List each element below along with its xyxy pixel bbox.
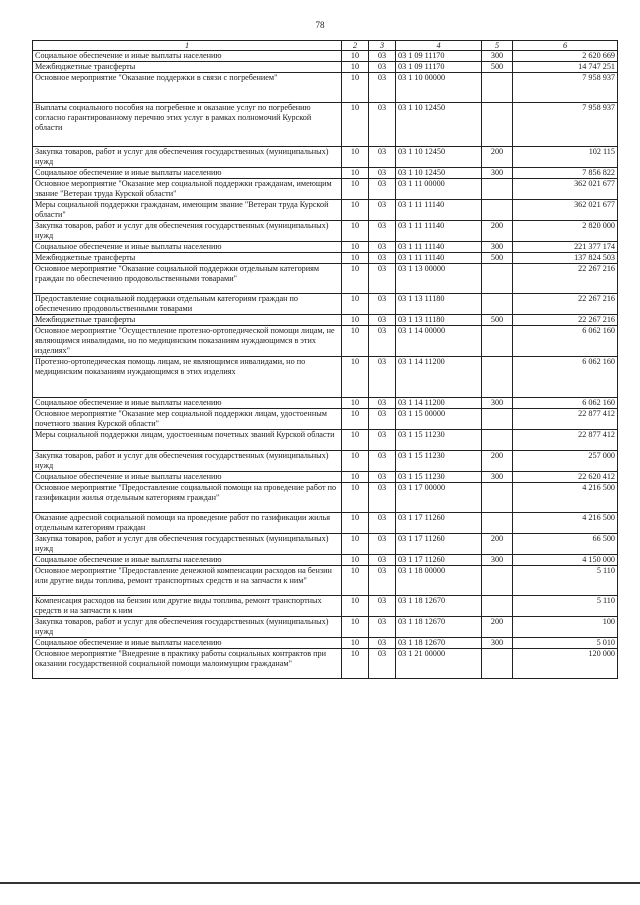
table-header-row [33,41,618,51]
row-amount: 22 267 216 [513,315,618,326]
row-expense-type [482,357,513,398]
row-amount: 4 216 500 [513,483,618,513]
row-amount: 6 062 160 [513,326,618,357]
row-name: Социальное обеспечение и иные выплаты населению [33,555,342,566]
row-amount: 100 [513,617,618,638]
row-name: Закупка товаров, работ и услуг для обеспечения государственных (муниципальных) нужд [33,451,342,472]
row-amount: 362 021 677 [513,179,618,200]
row-amount: 5 110 [513,596,618,617]
page-number: 78 [315,20,325,30]
row-name: Протезно-ортопедическая помощь лицам, не являющимся инвалидами, но по медицинским показаниям нуждающимся в этих изделиях [33,357,342,398]
row-expense-type [482,200,513,221]
row-amount: 4 216 500 [513,513,618,534]
table-row [33,555,618,566]
row-section: 10 [342,483,369,513]
row-amount: 257 000 [513,451,618,472]
row-name: Основное мероприятие "Оказание мер социальной поддержки лицам, удостоенным почетного звания Курской области" [33,409,342,430]
row-section: 10 [342,649,369,679]
row-expense-type [482,73,513,103]
row-target-code: 03 1 09 11170 [396,62,482,73]
row-section: 10 [342,534,369,555]
row-expense-type: 300 [482,638,513,649]
row-name: Межбюджетные трансферты [33,62,342,73]
row-subsection: 03 [369,73,396,103]
table-row [33,73,618,103]
table-row [33,200,618,221]
row-expense-type: 500 [482,315,513,326]
row-name: Социальное обеспечение и иные выплаты населению [33,168,342,179]
row-section: 10 [342,51,369,62]
table-row [33,617,618,638]
table-row [33,566,618,596]
table-row [33,179,618,200]
table-row [33,221,618,242]
row-section: 10 [342,315,369,326]
header-target-code: 4 [396,41,482,51]
row-name: Предоставление социальной поддержки отдельным категориям граждан по обеспечению продовольственными товарами [33,294,342,315]
row-target-code: 03 1 17 11260 [396,513,482,534]
row-subsection: 03 [369,264,396,294]
row-section: 10 [342,103,369,147]
row-section: 10 [342,294,369,315]
row-subsection: 03 [369,326,396,357]
row-amount: 22 620 412 [513,472,618,483]
row-subsection: 03 [369,534,396,555]
row-target-code: 03 1 10 00000 [396,73,482,103]
row-section: 10 [342,242,369,253]
row-name: Закупка товаров, работ и услуг для обеспечения государственных (муниципальных) нужд [33,534,342,555]
row-target-code: 03 1 11 11140 [396,253,482,264]
row-target-code: 03 1 14 11200 [396,357,482,398]
row-name: Закупка товаров, работ и услуг для обеспечения государственных (муниципальных) нужд [33,147,342,168]
row-name: Основное мероприятие "Оказание поддержки в связи с погребением" [33,73,342,103]
table-row [33,51,618,62]
table-row [33,483,618,513]
table-row [33,638,618,649]
row-subsection: 03 [369,483,396,513]
row-expense-type: 300 [482,398,513,409]
row-expense-type [482,103,513,147]
row-subsection: 03 [369,566,396,596]
row-expense-type: 200 [482,617,513,638]
row-expense-type: 300 [482,51,513,62]
row-expense-type [482,513,513,534]
row-name: Социальное обеспечение и иные выплаты населению [33,398,342,409]
row-section: 10 [342,472,369,483]
row-expense-type: 500 [482,62,513,73]
row-amount: 362 021 677 [513,200,618,221]
budget-table [32,40,618,679]
row-amount: 102 115 [513,147,618,168]
row-name: Социальное обеспечение и иные выплаты населению [33,472,342,483]
row-section: 10 [342,513,369,534]
row-expense-type: 300 [482,555,513,566]
row-amount: 221 377 174 [513,242,618,253]
row-subsection: 03 [369,147,396,168]
row-section: 10 [342,168,369,179]
page-bottom-rule [0,882,640,884]
row-section: 10 [342,326,369,357]
row-target-code: 03 1 21 00000 [396,649,482,679]
row-amount: 6 062 160 [513,398,618,409]
row-expense-type [482,326,513,357]
table-row [33,168,618,179]
row-target-code: 03 1 17 00000 [396,483,482,513]
row-expense-type [482,264,513,294]
row-subsection: 03 [369,357,396,398]
row-subsection: 03 [369,596,396,617]
row-section: 10 [342,200,369,221]
table-row [33,398,618,409]
row-subsection: 03 [369,555,396,566]
row-subsection: 03 [369,409,396,430]
row-amount: 22 877 412 [513,409,618,430]
table-row [33,147,618,168]
row-expense-type: 200 [482,451,513,472]
row-amount: 7 958 937 [513,73,618,103]
row-target-code: 03 1 18 12670 [396,596,482,617]
table-row [33,264,618,294]
row-target-code: 03 1 13 00000 [396,264,482,294]
row-section: 10 [342,451,369,472]
table-row [33,534,618,555]
row-amount: 22 267 216 [513,294,618,315]
row-target-code: 03 1 15 00000 [396,409,482,430]
row-name: Оказание адресной социальной помощи на проведение работ по газификации жилья отдельным категориям граждан [33,513,342,534]
row-section: 10 [342,253,369,264]
row-subsection: 03 [369,315,396,326]
row-name: Основное мероприятие "Внедрение в практику работы социальных контрактов при оказании государственной социальной помощи малоимущим гражданам" [33,649,342,679]
row-section: 10 [342,409,369,430]
row-name: Основное мероприятие "Предоставление денежной компенсации расходов на бензин или другие виды топлива, ремонт транспортных средств и на запчасти к ним" [33,566,342,596]
row-target-code: 03 1 11 00000 [396,179,482,200]
row-target-code: 03 1 10 12450 [396,147,482,168]
row-amount: 2 820 000 [513,221,618,242]
header-expense-type: 5 [482,41,513,51]
row-subsection: 03 [369,638,396,649]
row-target-code: 03 1 09 11170 [396,51,482,62]
table-row [33,357,618,398]
row-subsection: 03 [369,221,396,242]
row-amount: 4 150 000 [513,555,618,566]
row-section: 10 [342,398,369,409]
table-row [33,451,618,472]
row-name: Компенсация расходов на бензин или другие виды топлива, ремонт транспортных средств и на запчасти к ним [33,596,342,617]
row-amount: 22 267 216 [513,264,618,294]
row-expense-type: 200 [482,221,513,242]
row-subsection: 03 [369,103,396,147]
row-amount: 120 000 [513,649,618,679]
row-subsection: 03 [369,294,396,315]
row-expense-type: 300 [482,472,513,483]
row-section: 10 [342,221,369,242]
row-target-code: 03 1 14 00000 [396,326,482,357]
row-expense-type [482,430,513,451]
row-expense-type [482,409,513,430]
row-name: Меры социальной поддержки лицам, удостоенным почетных званий Курской области [33,430,342,451]
row-subsection: 03 [369,617,396,638]
row-expense-type [482,566,513,596]
row-name: Межбюджетные трансферты [33,315,342,326]
row-section: 10 [342,62,369,73]
row-section: 10 [342,566,369,596]
row-section: 10 [342,638,369,649]
row-amount: 7 856 822 [513,168,618,179]
row-target-code: 03 1 15 11230 [396,430,482,451]
table-row [33,649,618,679]
table-row [33,253,618,264]
row-subsection: 03 [369,253,396,264]
row-name: Основное мероприятие "Осуществление протезно-ортопедической помощи лицам, не являющимся инвалидами, но по медицинским показаниям нуждающимся в этих изделиях" [33,326,342,357]
row-section: 10 [342,617,369,638]
row-amount: 14 747 251 [513,62,618,73]
table-row [33,409,618,430]
table-row [33,326,618,357]
row-section: 10 [342,430,369,451]
row-subsection: 03 [369,242,396,253]
header-name: 1 [33,41,342,51]
row-expense-type: 200 [482,147,513,168]
row-amount: 137 824 503 [513,253,618,264]
row-name: Социальное обеспечение и иные выплаты населению [33,638,342,649]
row-target-code: 03 1 15 11230 [396,472,482,483]
table-row [33,472,618,483]
table-row [33,430,618,451]
row-target-code: 03 1 13 11180 [396,294,482,315]
table-row [33,242,618,253]
row-expense-type [482,294,513,315]
row-target-code: 03 1 13 11180 [396,315,482,326]
row-name: Основное мероприятие "Оказание мер социальной поддержки гражданам, имеющим звание "Ветеран труда Курской области" [33,179,342,200]
row-section: 10 [342,147,369,168]
row-name: Социальное обеспечение и иные выплаты населению [33,51,342,62]
row-target-code: 03 1 11 11140 [396,200,482,221]
row-subsection: 03 [369,398,396,409]
row-expense-type [482,179,513,200]
row-subsection: 03 [369,168,396,179]
row-amount: 2 620 669 [513,51,618,62]
table-row [33,103,618,147]
row-target-code: 03 1 17 11260 [396,555,482,566]
row-amount: 5 010 [513,638,618,649]
table-row [33,315,618,326]
row-subsection: 03 [369,179,396,200]
row-section: 10 [342,357,369,398]
header-section: 2 [342,41,369,51]
table-row [33,596,618,617]
row-expense-type: 200 [482,534,513,555]
row-subsection: 03 [369,200,396,221]
row-name: Выплаты социального пособия на погребение и оказание услуг по погребению согласно гарантированному перечню этих услуг в рамках полномочий Курской области [33,103,342,147]
table-row [33,62,618,73]
header-subsection: 3 [369,41,396,51]
row-subsection: 03 [369,62,396,73]
row-expense-type [482,483,513,513]
row-target-code: 03 1 10 12450 [396,168,482,179]
row-amount: 66 500 [513,534,618,555]
row-target-code: 03 1 18 12670 [396,617,482,638]
row-target-code: 03 1 11 11140 [396,242,482,253]
row-name: Основное мероприятие "Предоставление социальной помощи на проведение работ по газификации жилья отдельным категориям граждан" [33,483,342,513]
row-name: Социальное обеспечение и иные выплаты населению [33,242,342,253]
row-amount: 5 110 [513,566,618,596]
row-subsection: 03 [369,472,396,483]
row-section: 10 [342,596,369,617]
header-amount: 6 [513,41,618,51]
row-subsection: 03 [369,51,396,62]
row-section: 10 [342,555,369,566]
row-subsection: 03 [369,430,396,451]
row-target-code: 03 1 10 12450 [396,103,482,147]
row-target-code: 03 1 11 11140 [396,221,482,242]
row-subsection: 03 [369,513,396,534]
row-name: Закупка товаров, работ и услуг для обеспечения государственных (муниципальных) нужд [33,617,342,638]
row-target-code: 03 1 17 11260 [396,534,482,555]
row-expense-type: 300 [482,168,513,179]
row-name: Меры социальной поддержки гражданам, имеющим звание "Ветеран труда Курской области" [33,200,342,221]
row-expense-type [482,596,513,617]
row-subsection: 03 [369,649,396,679]
row-target-code: 03 1 14 11200 [396,398,482,409]
row-section: 10 [342,264,369,294]
row-name: Межбюджетные трансферты [33,253,342,264]
row-section: 10 [342,73,369,103]
table-row [33,513,618,534]
table-row [33,294,618,315]
row-expense-type [482,649,513,679]
row-amount: 22 877 412 [513,430,618,451]
row-target-code: 03 1 18 12670 [396,638,482,649]
row-expense-type: 500 [482,253,513,264]
row-amount: 7 958 937 [513,103,618,147]
row-expense-type: 300 [482,242,513,253]
row-amount: 6 062 160 [513,357,618,398]
row-section: 10 [342,179,369,200]
row-name: Закупка товаров, работ и услуг для обеспечения государственных (муниципальных) нужд [33,221,342,242]
row-name: Основное мероприятие "Оказание социальной поддержки отдельным категориям граждан по обеспечению продовольственными товарами" [33,264,342,294]
row-target-code: 03 1 15 11230 [396,451,482,472]
row-subsection: 03 [369,451,396,472]
row-target-code: 03 1 18 00000 [396,566,482,596]
